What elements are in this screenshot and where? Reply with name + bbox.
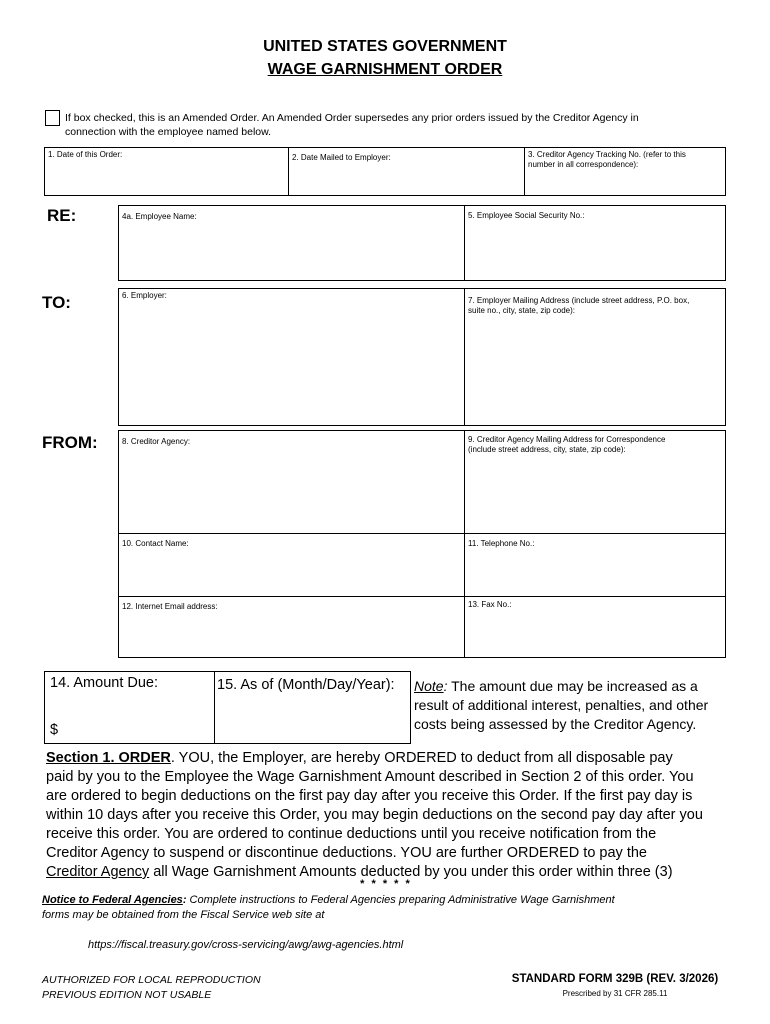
creditor-address-field[interactable] <box>464 430 726 534</box>
employer-field[interactable]: 6. Employer: <box>118 288 465 426</box>
from-label: FROM: <box>42 433 98 452</box>
fax-field[interactable]: 13. Fax No.: <box>464 596 726 658</box>
date-mailed-field[interactable]: 2. Date Mailed to Employer: <box>288 147 525 196</box>
amount-note: Note: The amount due may be increased as a result of additional interest, penalties, and other costs being assessed by the Creditor Agency. <box>414 678 709 732</box>
form-subtitle: WAGE GARNISHMENT ORDER <box>267 61 503 78</box>
section-separator: * * * * * <box>360 878 410 890</box>
email-field[interactable]: 12. Internet Email address: <box>118 596 465 658</box>
employee-ssn-field[interactable]: 5. Employee Social Security No.: <box>464 205 726 281</box>
amount-due-field[interactable]: 14. Amount Due: $ <box>44 671 215 744</box>
tracking-number-field[interactable] <box>524 147 726 196</box>
re-label: RE: <box>47 206 77 225</box>
creditor-address-label: 9. Creditor Agency Mailing Address for Correspondence (include street address, city, state, zip code): <box>468 435 666 454</box>
contact-name-field[interactable]: 10. Contact Name: <box>118 533 465 597</box>
employer-address-label: 7. Employer Mailing Address (include street address, P.O. box, suite no., city, state, zip code): <box>468 296 690 315</box>
prescribed-by: Prescribed by 31 CFR 285.11 <box>562 989 668 998</box>
employer-address-field[interactable] <box>464 288 726 426</box>
form-title: UNITED STATES GOVERNMENT <box>263 38 507 55</box>
employee-name-field[interactable]: 4a. Employee Name: <box>118 205 465 281</box>
telephone-field[interactable]: 11. Telephone No.: <box>464 533 726 597</box>
amended-text: If box checked, this is an Amended Order. An Amended Order supersedes any prior orders issued by the Creditor Agency in connection with the employee named below. <box>65 112 639 138</box>
to-label: TO: <box>42 293 71 312</box>
dollar-sign: $ <box>50 722 59 738</box>
date-of-order-field[interactable]: 1. Date of this Order: <box>44 147 289 196</box>
fiscal-service-link[interactable]: https://fiscal.treasury.gov/cross-servicing/awg/awg-agencies.html <box>88 939 404 951</box>
form-number: STANDARD FORM 329B (REV. 3/2026) <box>511 973 719 985</box>
reproduction-note: AUTHORIZED FOR LOCAL REPRODUCTION PREVIOUS EDITION NOT USABLE <box>42 974 261 1001</box>
as-of-date-field[interactable]: 15. As of (Month/Day/Year): <box>214 671 411 744</box>
federal-agencies-notice: Notice to Federal Agencies: Complete instructions to Federal Agencies preparing Administrative Wage Garnishment forms may be obtained from the Fiscal Service web site at <box>42 894 615 921</box>
amended-checkbox[interactable] <box>45 110 60 126</box>
section-1-order: Section 1. ORDER. YOU, the Employer, are hereby ORDERED to deduct from all disposable pay paid by you to the Employee the Wage Garnishment Amount described in Section 2 of this order. You are ordered to begin deductions on the first pay day after you receive this Order. If the first pay day is within 10 days after you receive this Order, you may begin deductions on the second pay day after you receive this order. You are ordered to continue deductions until you receive notification from the Creditor Agency to suspend or discontinue deductions. YOU are further ORDERED to pay the Creditor Agency all Wage Garnishment Amounts deducted by you under this order within three (3) <box>46 750 703 880</box>
creditor-agency-field[interactable]: 8. Creditor Agency: <box>118 430 465 534</box>
tracking-number-label: 3. Creditor Agency Tracking No. (refer to this number in all correspondence): <box>528 150 686 169</box>
section-1-heading: Section 1. ORDER <box>46 750 171 766</box>
